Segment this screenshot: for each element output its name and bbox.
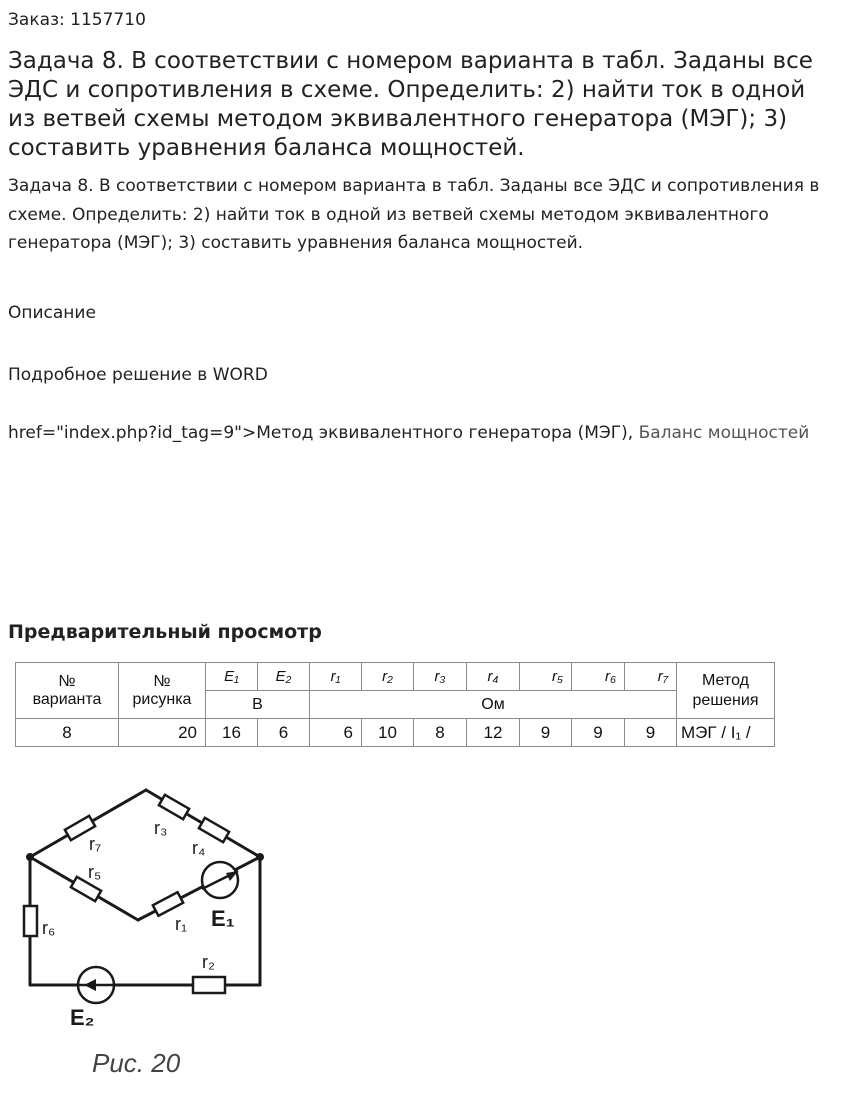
task-title: Задача 8. В соответствии с номером варианта в табл. Заданы все ЭДС и сопротивления в схеме. Определить: 2) найти ток в одной из ветвей схемы методом эквивалентного генератора (МЭГ); 3) составить уравнения баланса мощностей. <box>8 48 813 161</box>
label-r6: r₆ <box>42 918 56 938</box>
resistor-r3 <box>159 795 189 819</box>
header-r3: r₃ <box>414 663 467 691</box>
preview-heading: Предварительный просмотр <box>8 621 322 643</box>
label-r7: r₇ <box>89 834 102 854</box>
cell-e2: 6 <box>258 719 310 747</box>
task-text: Задача 8. В соответствии с номером варианта в табл. Заданы все ЭДС и сопротивления в схеме. Определить: 2) найти ток в одной из ветвей схемы методом эквивалентного генератора (МЭГ); 3) составить уравнения баланса мощностей. <box>8 176 820 253</box>
header-e1: E₁ <box>206 663 258 691</box>
tags-line <box>8 419 828 448</box>
header-figure <box>119 663 206 719</box>
tag-link-power-balance[interactable]: Баланс мощностей <box>638 423 810 443</box>
variant-table <box>15 662 775 747</box>
header-method <box>677 663 775 719</box>
cell-r2: 10 <box>362 719 414 747</box>
cell-figure: 20 <box>119 719 206 747</box>
label-r4: r₄ <box>192 838 206 858</box>
header-figure-no: № <box>153 672 171 690</box>
header-e2: E₂ <box>258 663 310 691</box>
header-method-line1: Метод <box>702 671 749 689</box>
unit-volts: В <box>206 691 310 719</box>
circuit-diagram <box>12 780 282 1090</box>
order-number: Заказ: 1157710 <box>8 10 146 30</box>
node-left <box>26 853 34 861</box>
cell-r5: 9 <box>520 719 572 747</box>
resistor-r2 <box>193 977 225 993</box>
cell-r4: 12 <box>467 719 520 747</box>
label-r1: r₁ <box>175 914 188 934</box>
emf-e1 <box>202 862 238 898</box>
header-r5: r₅ <box>520 663 572 691</box>
cell-method: МЭГ / I₁ / <box>677 719 775 747</box>
figure-caption: Рис. 20 <box>92 1048 181 1078</box>
label-e2: E₂ <box>70 1005 95 1030</box>
header-r1: r₁ <box>310 663 362 691</box>
header-variant-label: варианта <box>32 690 102 708</box>
solution-format-note: Подробное решение в WORD <box>8 365 268 385</box>
resistor-r1 <box>153 892 183 916</box>
table-row <box>16 719 775 747</box>
tags-prefix: href="index.php?id_tag=9">Метод эквивалентного генератора (МЭГ), <box>8 423 639 443</box>
label-r3: r₃ <box>154 818 168 838</box>
description-heading: Описание <box>8 303 96 323</box>
header-r2: r₂ <box>362 663 414 691</box>
unit-ohms: Ом <box>310 691 677 719</box>
cell-variant: 8 <box>16 719 119 747</box>
header-r6: r₆ <box>572 663 625 691</box>
header-variant-no: № <box>58 672 76 690</box>
header-figure-label: рисунка <box>132 690 192 708</box>
header-r4: r₄ <box>467 663 520 691</box>
cell-r3: 8 <box>414 719 467 747</box>
label-r2: r₂ <box>202 952 215 972</box>
cell-r6: 9 <box>572 719 625 747</box>
emf-e2 <box>78 967 114 1003</box>
header-method-line2: решения <box>692 691 759 709</box>
cell-r7: 9 <box>625 719 677 747</box>
label-r5: r₅ <box>88 862 102 882</box>
label-e1: E₁ <box>211 906 235 931</box>
cell-e1: 16 <box>206 719 258 747</box>
cell-r1: 6 <box>310 719 362 747</box>
header-r7: r₇ <box>625 663 677 691</box>
node-right <box>256 853 264 861</box>
resistor-r6 <box>24 906 37 936</box>
header-variant <box>16 663 119 719</box>
table-header-row <box>16 663 775 691</box>
